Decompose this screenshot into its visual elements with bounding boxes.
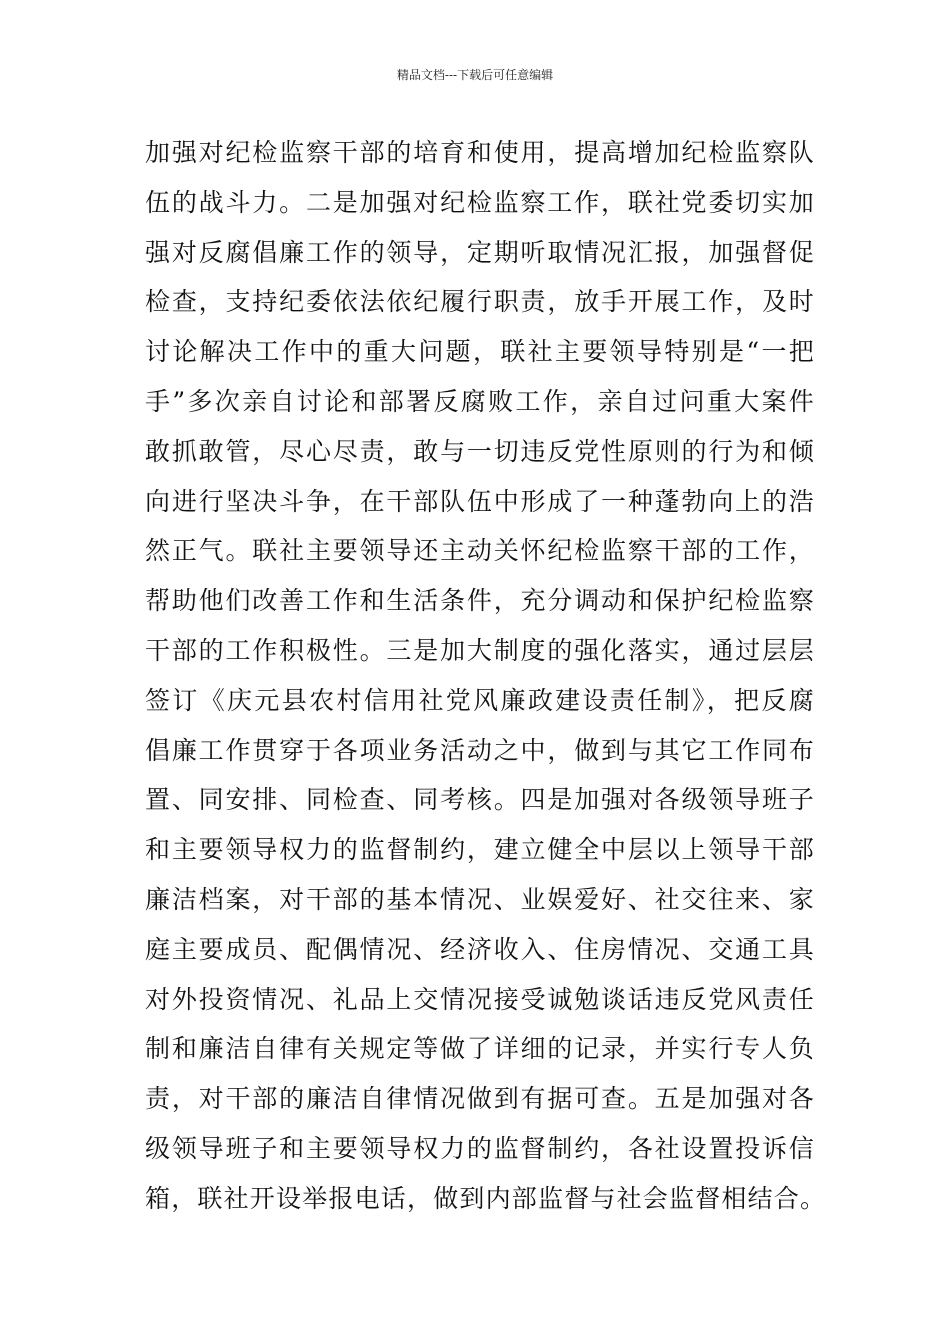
text-line: 庭主要成员、配偶情况、经济收入、住房情况、交通工具: [145, 934, 815, 964]
text-line: 和主要领导权力的监督制约，建立健全中层以上领导干部: [145, 835, 815, 865]
text-line: 敢抓敢管，尽心尽责，敢与一切违反党性原则的行为和倾: [145, 436, 815, 466]
text-line: 加强对纪检监察干部的培育和使用，提高增加纪检监察队: [145, 138, 815, 167]
text-line: 手”多次亲自讨论和部署反腐败工作，亲自过问重大案件: [145, 386, 815, 416]
text-line: 然正气。联社主要领导还主动关怀纪检监察干部的工作，: [145, 536, 815, 566]
text-line: 向进行坚决斗争，在干部队伍中形成了一种蓬勃向上的浩: [145, 486, 815, 516]
text-line: 置、同安排、同检查、同考核。四是加强对各级领导班子: [145, 785, 815, 815]
text-line: 检查，支持纪委依法依纪履行职责，放手开展工作，及时: [145, 287, 815, 317]
text-line: 干部的工作积极性。三是加大制度的强化落实，通过层层: [145, 635, 815, 665]
text-line: 级领导班子和主要领导权力的监督制约，各社设置投诉信: [145, 1133, 815, 1163]
text-line: 伍的战斗力。二是加强对纪检监察工作，联社党委切实加: [145, 187, 815, 217]
text-line: 强对反腐倡廉工作的领导，定期听取情况汇报，加强督促: [145, 237, 815, 267]
body-text: [145, 128, 827, 1224]
text-line: 制和廉洁自律有关规定等做了详细的记录，并实行专人负: [145, 1034, 815, 1064]
text-line: 廉洁档案，对干部的基本情况、业娱爱好、社交往来、家: [145, 884, 815, 914]
text-line: 签订《庆元县农村信用社党风廉政建设责任制》，把反腐: [145, 685, 815, 715]
text-line: 帮助他们改善工作和生活条件，充分调动和保护纪检监察: [145, 586, 815, 616]
page-header: 精品文档---下载后可任意编辑: [396, 68, 554, 82]
text-line: 责，对干部的廉洁自律情况做到有据可查。五是加强对各: [145, 1084, 815, 1114]
text-line: 箱，联社开设举报电话，做到内部监督与社会监督相结合。: [145, 1183, 827, 1213]
text-line: 对外投资情况、礼品上交情况接受诚勉谈话违反党风责任: [145, 984, 815, 1014]
text-line: 讨论解决工作中的重大问题，联社主要领导特别是“一把: [145, 337, 815, 367]
text-line: 倡廉工作贯穿于各项业务活动之中，做到与其它工作同布: [145, 735, 815, 765]
